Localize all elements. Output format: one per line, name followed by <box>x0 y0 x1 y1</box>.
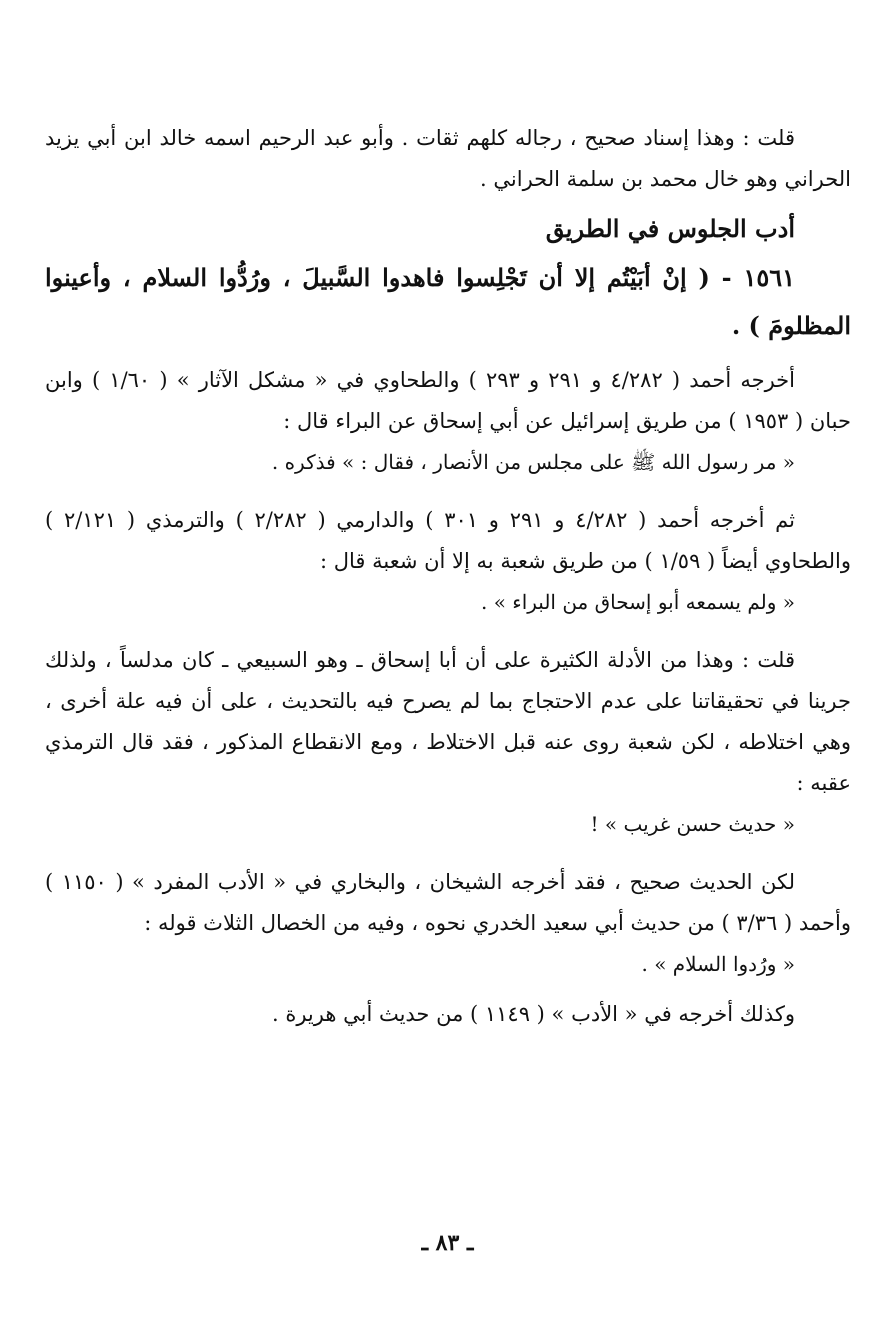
quote: « حديث حسن غريب » ! <box>590 812 795 836</box>
commentary-paragraph: قلت : وهذا من الأدلة الكثيرة على أن أبا إسحاق ـ وهو السبيعي ـ كان مدلساً ، ولذلك جرينا في تحقيقاتنا على عدم الاحتجاج بما لم يصرح فيه بالتحديث ، على أن فيه علة أخرى ، وهي اختلاطه ، لكن شعبة روى عنه قبل الاختلاط ، ومع الانقطاع المذكور ، فقد قال الترمذي عقبه : <box>45 648 851 795</box>
takhrij-paragraph: ثم أخرجه أحمد ( ٤/٢٨٢ و ٢٩١ و ٣٠١ ) والدارمي ( ٢/٢٨٢ ) والترمذي ( ٢/١٢١ ) والطحاوي أيضاً ( ١/٥٩ ) من طريق شعبة به إلا أن شعبة قال : <box>45 508 851 573</box>
quote: « مر رسول الله ﷺ على مجلس من الأنصار ، فقال : » فذكره . <box>271 450 795 474</box>
takhrij-paragraph: أخرجه أحمد ( ٤/٢٨٢ و ٢٩١ و ٢٩٣ ) والطحاوي في « مشكل الآثار » ( ١/٦٠ ) وابن حبان ( ١٩٥٣ ) من طريق إسرائيل عن أبي إسحاق عن البراء قال : <box>45 368 851 433</box>
page-body <box>45 118 851 1035</box>
section-heading: أدب الجلوس في الطريق <box>545 214 795 243</box>
commentary-paragraph: وكذلك أخرجه في « الأدب » ( ١١٤٩ ) من حديث أبي هريرة . <box>271 1002 795 1026</box>
hadith-text <box>45 254 851 350</box>
hadith-body: ( إنْ أبَيْتُم إلا أن تَجْلِسوا فاهدوا السَّبيلَ ، ورُدُّوا السلام ، وأعينوا المظلومَ ) . <box>45 263 851 340</box>
quote: « ولم يسمعه أبو إسحاق من البراء » . <box>480 590 795 614</box>
commentary-paragraph: لكن الحديث صحيح ، فقد أخرجه الشيخان ، والبخاري في « الأدب المفرد » ( ١١٥٠ ) وأحمد ( ٣/٣٦ ) من حديث أبي سعيد الخدري نحوه ، وفيه من الخصال الثلاث قوله : <box>45 870 851 935</box>
commentary-paragraph: قلت : وهذا إسناد صحيح ، رجاله كلهم ثقات . وأبو عبد الرحيم اسمه خالد ابن أبي يزيد الحراني وهو خال محمد بن سلمة الحراني . <box>45 126 851 191</box>
hadith-number: ١٥٦١ - <box>721 263 795 292</box>
quote: « ورُدوا السلام » . <box>641 952 795 976</box>
page-number: ـ ٨٣ ـ <box>421 1230 474 1256</box>
